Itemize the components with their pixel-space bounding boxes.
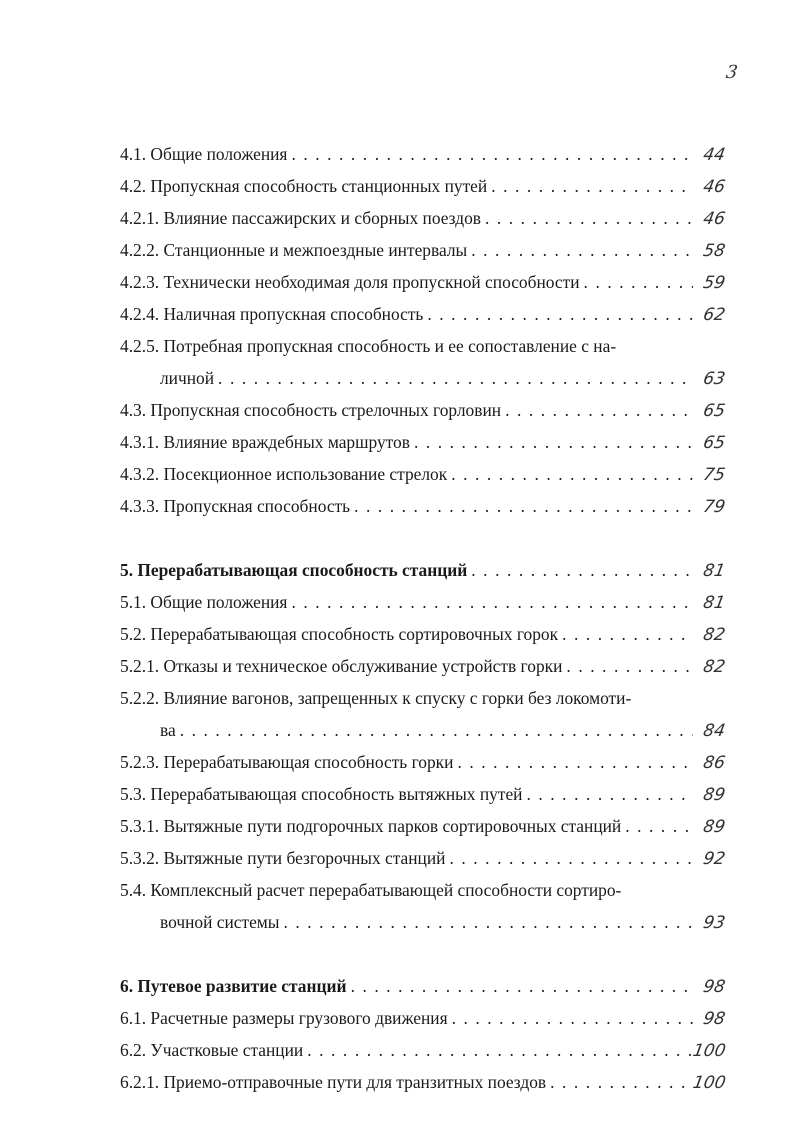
leader-dots — [291, 144, 693, 164]
toc-entry-5-2-1 — [120, 656, 725, 676]
toc-entry-5-2-2 — [120, 688, 725, 740]
toc-page-number: 82 — [701, 657, 727, 677]
toc-title: 5. Перерабатывающая способность станций — [120, 560, 468, 580]
toc-page-number: 46 — [701, 209, 727, 229]
toc-title-line2: личной — [160, 368, 215, 388]
toc-title-line1: 5.4. Комплексный расчет перерабатывающей способности сортиро- — [120, 880, 622, 900]
toc-page-number: 79 — [701, 497, 727, 517]
toc-title-line2: ва — [160, 720, 176, 740]
leader-dots — [180, 720, 693, 740]
toc-entry-5-2 — [120, 624, 725, 644]
toc-entry-5-3-2 — [120, 848, 725, 868]
toc-page-number: 65 — [701, 433, 727, 453]
toc-page-number: 44 — [701, 145, 727, 165]
leader-dots — [291, 592, 693, 612]
toc-entry-4-2-3 — [120, 272, 725, 292]
leader-dots — [562, 624, 693, 644]
toc-entry-4-2-4 — [120, 304, 725, 324]
toc-entry-5-4 — [120, 880, 725, 932]
toc-title: 4.1. Общие положения — [120, 144, 288, 164]
toc-title: 4.2.3. Технически необходимая доля пропускной способности — [120, 272, 580, 292]
leader-dots — [471, 560, 693, 580]
leader-dots — [452, 1008, 693, 1028]
leader-dots — [491, 176, 693, 196]
toc-page-number: 59 — [701, 273, 727, 293]
toc-page-number: 46 — [701, 177, 727, 197]
toc-title: 5.3.2. Вытяжные пути безгорочных станций — [120, 848, 446, 868]
leader-dots — [471, 240, 693, 260]
toc-title: 5.1. Общие положения — [120, 592, 288, 612]
toc-title: 4.2.4. Наличная пропускная способность — [120, 304, 424, 324]
toc-entry-4-1 — [120, 144, 725, 164]
toc-entry-5-3 — [120, 784, 725, 804]
leader-dots — [354, 496, 693, 516]
leader-dots — [414, 432, 693, 452]
toc-entry-6-2 — [120, 1040, 725, 1060]
toc-page-number: 75 — [701, 465, 727, 485]
toc-title: 5.3.1. Вытяжные пути подгорочных парков сортировочных станций — [120, 816, 622, 836]
toc-page-number: 89 — [701, 817, 727, 837]
toc-title-line2: вочной системы — [160, 912, 280, 932]
toc-entry-5-2-3 — [120, 752, 725, 772]
toc-title: 4.2. Пропускная способность станционных путей — [120, 176, 488, 196]
toc-page-number: 84 — [701, 721, 727, 741]
toc-title: 5.2. Перерабатывающая способность сортировочных горок — [120, 624, 559, 644]
toc-page-number: 82 — [701, 625, 727, 645]
toc-title: 5.3. Перерабатывающая способность вытяжных путей — [120, 784, 523, 804]
leader-dots — [566, 656, 693, 676]
toc-page-number: 81 — [701, 593, 727, 613]
toc-page-number: 98 — [701, 977, 727, 997]
leader-dots — [284, 912, 694, 932]
toc-page-number: 92 — [701, 849, 727, 869]
leader-dots — [584, 272, 693, 292]
leader-dots — [307, 1040, 690, 1060]
toc-title: 5.2.3. Перерабатывающая способность горки — [120, 752, 454, 772]
toc-entry-5-3-1 — [120, 816, 725, 836]
toc-page-number: 98 — [701, 1009, 727, 1029]
toc-page-number: 93 — [701, 913, 727, 933]
toc-page-number: 62 — [701, 305, 727, 325]
leader-dots — [427, 304, 693, 324]
toc-page-number: 65 — [701, 401, 727, 421]
toc-page-number: 100 — [690, 1041, 727, 1061]
toc-entry-6-2-1 — [120, 1072, 725, 1092]
page-number: 3 — [724, 62, 739, 83]
toc-entry-4-2-5 — [120, 336, 725, 388]
toc-page-number: 58 — [701, 241, 727, 261]
toc-title: 4.3. Пропускная способность стрелочных горловин — [120, 400, 502, 420]
toc-page-number: 86 — [701, 753, 727, 773]
toc-title: 4.3.2. Посекционное использование стрелок — [120, 464, 448, 484]
toc-entry-4-3-2 — [120, 464, 725, 484]
toc-chapter-6 — [120, 976, 725, 996]
leader-dots — [351, 976, 693, 996]
toc-title: 4.3.3. Пропускная способность — [120, 496, 351, 516]
toc-title: 5.2.1. Отказы и техническое обслуживание устройств горки — [120, 656, 563, 676]
leader-dots — [625, 816, 693, 836]
leader-dots — [451, 464, 693, 484]
toc-page-number: 100 — [690, 1073, 727, 1093]
toc-entry-4-3-1 — [120, 432, 725, 452]
leader-dots — [218, 368, 693, 388]
toc-title: 6.2.1. Приемо-отправочные пути для транзитных поездов — [120, 1072, 547, 1092]
toc-entry-4-3-3 — [120, 496, 725, 516]
toc-title: 6.2. Участковые станции — [120, 1040, 304, 1060]
toc-page-number: 63 — [701, 369, 727, 389]
toc-page-number: 81 — [701, 561, 727, 581]
toc-entry-4-3 — [120, 400, 725, 420]
toc-title: 6. Путевое развитие станций — [120, 976, 347, 996]
toc-page-number: 89 — [701, 785, 727, 805]
toc-title: 4.2.1. Влияние пассажирских и сборных поездов — [120, 208, 481, 228]
leader-dots — [505, 400, 693, 420]
toc-entry-4-2 — [120, 176, 725, 196]
toc-title: 4.3.1. Влияние враждебных маршрутов — [120, 432, 410, 452]
toc-title: 4.2.2. Станционные и межпоездные интервалы — [120, 240, 468, 260]
toc-title-line1: 4.2.5. Потребная пропускная способность и ее сопоставление с на- — [120, 336, 617, 356]
leader-dots — [457, 752, 693, 772]
toc-title-line1: 5.2.2. Влияние вагонов, запрещенных к спуску с горки без локомоти- — [120, 688, 632, 708]
toc-entry-4-2-2 — [120, 240, 725, 260]
toc-entry-6-1 — [120, 1008, 725, 1028]
leader-dots — [526, 784, 693, 804]
toc-entry-5-1 — [120, 592, 725, 612]
leader-dots — [449, 848, 693, 868]
toc-chapter-5 — [120, 560, 725, 580]
leader-dots — [550, 1072, 690, 1092]
toc-entry-4-2-1 — [120, 208, 725, 228]
leader-dots — [485, 208, 693, 228]
toc-title: 6.1. Расчетные размеры грузового движения — [120, 1008, 448, 1028]
